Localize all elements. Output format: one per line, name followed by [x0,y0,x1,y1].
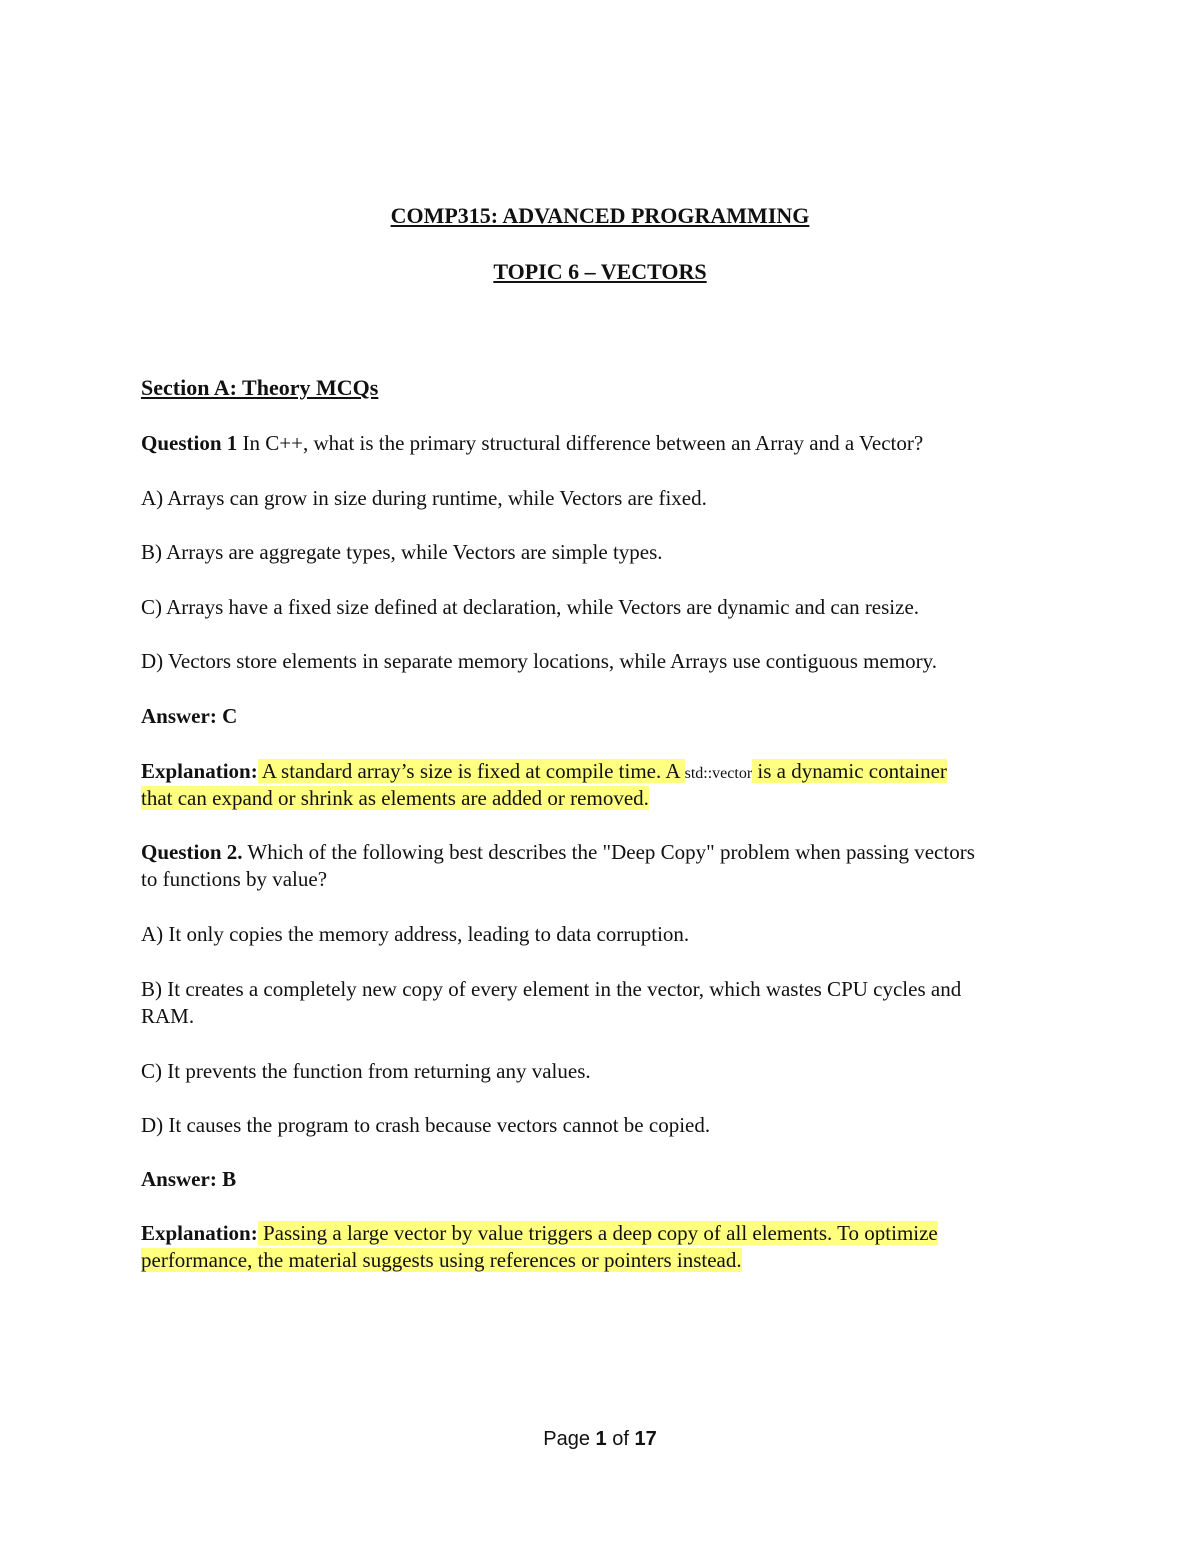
question-2-explanation-line2: performance, the material suggests using references or pointers instead. [141,1248,742,1272]
question-1-option-c: C) Arrays have a fixed size defined at declaration, while Vectors are dynamic and can resize. [141,595,920,619]
question-2-explanation [141,1220,1061,1247]
question-2-explanation-label: Explanation: [141,1221,258,1245]
course-title: COMP315: ADVANCED PROGRAMMING [390,203,810,228]
question-1-option-d: D) Vectors store elements in separate memory locations, while Arrays use contiguous memory. [141,649,938,673]
page-prefix: Page [543,1428,596,1450]
question-2-label: Question 2. [141,840,243,864]
question-2 [141,839,1061,866]
question-1-answer-label: Answer: C [141,704,238,728]
section-a-heading: Section A: Theory MCQs [141,375,379,400]
question-1-option-b: B) Arrays are aggregate types, while Vectors are simple types. [141,540,663,564]
question-1-explanation-label: Explanation: [141,759,258,783]
question-1-explanation-part1: A standard array’s size is fixed at compile time. A [257,759,685,783]
question-2-option-c: C) It prevents the function from returning any values. [141,1059,591,1083]
question-2-text-line2: to functions by value? [141,867,328,891]
page-total: 17 [634,1428,657,1450]
question-1-explanation [141,758,1061,787]
question-1-text: In C++, what is the primary structural difference between an Array and a Vector? [237,431,924,455]
question-2-option-b-cont: RAM. [141,1004,195,1028]
question-2-text-line1: Which of the following best describes the "Deep Copy" problem when passing vectors [242,840,975,864]
question-1-explanation-part2: is a dynamic container [752,759,947,783]
question-1-option-a: A) Arrays can grow in size during runtime, while Vectors are fixed. [141,486,707,510]
question-1-explanation-code: std::vector [684,765,753,782]
question-1-explanation-line2: that can expand or shrink as elements are added or removed. [141,786,649,810]
page-footer [0,1428,1200,1451]
page-of: of [606,1428,635,1450]
question-1-answer [141,703,1061,730]
question-2-answer-label: Answer: B [141,1167,237,1191]
question-2-explanation-line1: Passing a large vector by value triggers a deep copy of all elements. To optimize [257,1221,938,1245]
question-2-option-d: D) It causes the program to crash because vectors cannot be copied. [141,1113,711,1137]
page-current: 1 [595,1428,607,1450]
question-1-explanation-line-2 [141,785,1061,812]
question-2-answer [141,1166,1061,1193]
question-2-option-b: B) It creates a completely new copy of every element in the vector, which wastes CPU cycles and [141,977,962,1001]
question-1-label: Question 1 [141,431,238,455]
question-2-option-a: A) It only copies the memory address, leading to data corruption. [141,922,690,946]
question-1 [141,430,1061,457]
question-2-explanation-line-2 [141,1247,1061,1274]
topic-title: TOPIC 6 – VECTORS [493,259,707,284]
